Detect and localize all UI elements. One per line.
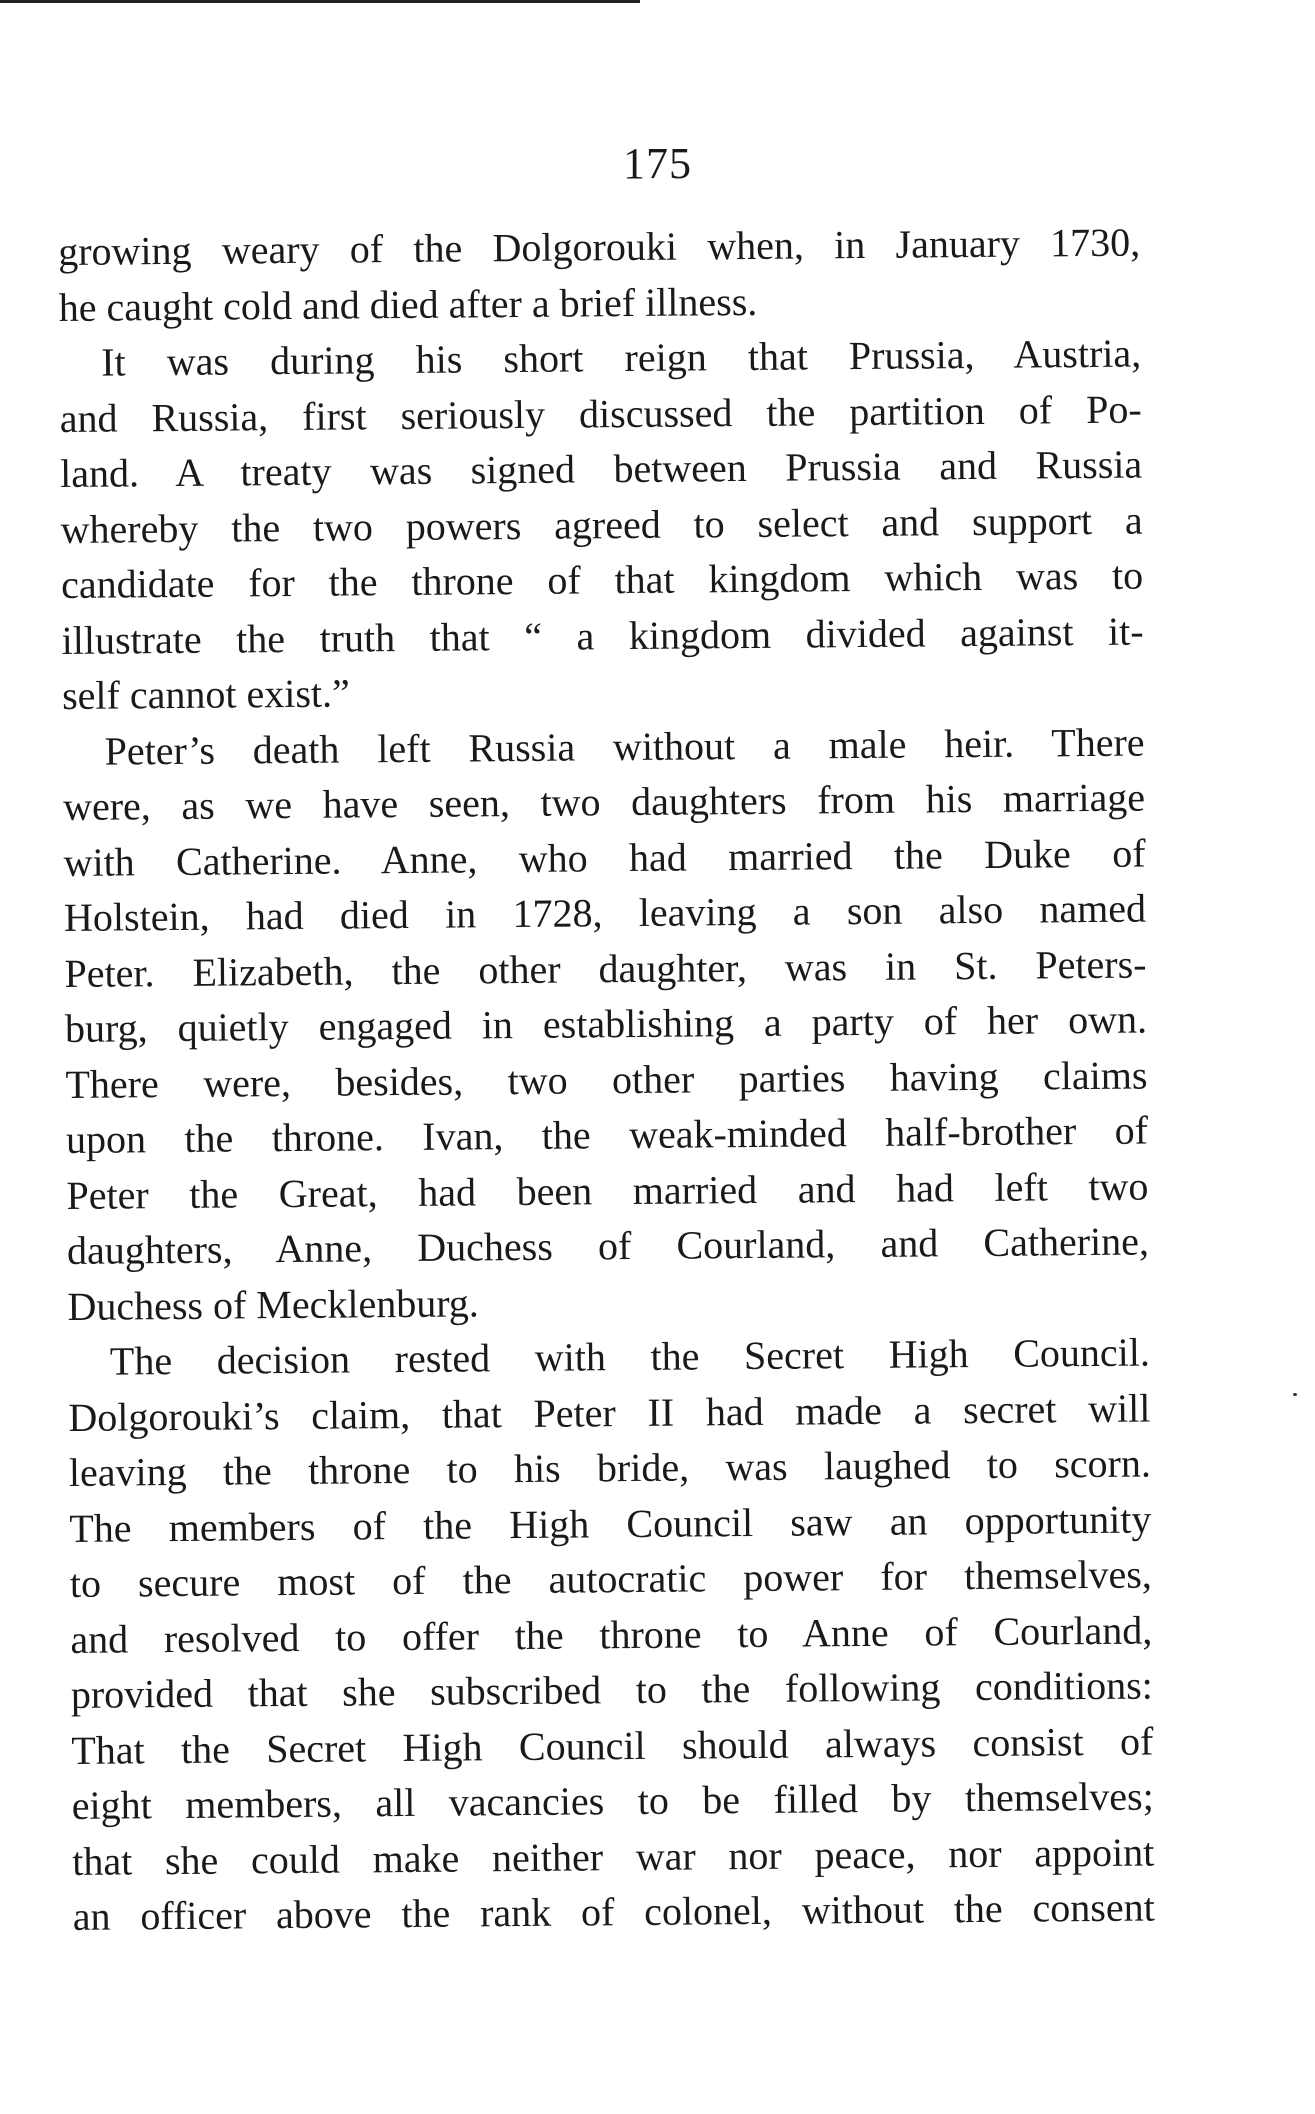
page-number: 175	[623, 139, 692, 188]
text-line: land. A treaty was signed between Prussia and Russia	[59, 441, 1143, 496]
text-line: Duchess of Mecklenburg.	[67, 1279, 480, 1329]
paragraph-2	[59, 326, 1144, 724]
text-line: Holstein, had died in 1728, leaving a son also named	[63, 885, 1147, 940]
text-line: an officer above the rank of colonel, without the consent	[72, 1884, 1155, 1939]
text-line: burg, quietly engaged in establishing a party of her own.	[64, 996, 1148, 1051]
paragraph-1	[58, 215, 1141, 335]
text-line: eight members, all vacancies to be filled by themselves;	[71, 1773, 1154, 1828]
text-line: There were, besides, two other parties having claims	[65, 1052, 1148, 1107]
text-line: candidate for the throne of that kingdom which was to	[60, 552, 1144, 607]
text-line: he caught cold and died after a brief illness.	[58, 278, 758, 330]
text-line: provided that she subscribed to the following conditions:	[70, 1662, 1153, 1717]
text-line: and Russia, first seriously discussed the partition of Po-	[59, 386, 1142, 441]
text-line: Peter the Great, had been married and had left two	[66, 1163, 1149, 1218]
text-line: Peter’s death left Russia without a male heir. There	[104, 719, 1145, 774]
text-line: The decision rested with the Secret High Council.	[109, 1329, 1151, 1384]
paragraph-4	[68, 1325, 1155, 1945]
text-line: illustrate the truth that “ a kingdom divided against it-	[61, 608, 1144, 663]
text-line: whereby the two powers agreed to select and support a	[60, 497, 1143, 552]
text-line: self cannot exist.”	[61, 670, 350, 718]
text-line: It was during his short reign that Prussia, Austria,	[101, 330, 1142, 385]
paragraph-3	[62, 714, 1149, 1334]
top-edge-rule	[0, 0, 640, 3]
text-line: that she could make neither war nor peace, nor appoint	[72, 1828, 1155, 1884]
text-line: leaving the throne to his bride, was laughed to scorn.	[68, 1440, 1152, 1495]
text-line: Dolgorouki’s claim, that Peter II had made a secret will	[68, 1385, 1151, 1440]
text-line: and resolved to offer the throne to Anne of Courland,	[70, 1607, 1153, 1662]
text-line: growing weary of the Dolgorouki when, in January 1730,	[58, 219, 1141, 274]
text-line: Peter. Elizabeth, the other daughter, was in St. Peters-	[64, 941, 1147, 996]
text-line: were, as we have seen, two daughters from his marriage	[62, 774, 1146, 829]
text-line: daughters, Anne, Duchess of Courland, and Catherine,	[66, 1218, 1150, 1273]
text-line: to secure most of the autocratic power for themselves,	[69, 1551, 1153, 1606]
text-line: upon the throne. Ivan, the weak-minded half-brother of	[65, 1107, 1149, 1162]
text-line: The members of the High Council saw an opportunity	[69, 1496, 1152, 1551]
text-line: with Catherine. Anne, who had married the Duke of	[63, 830, 1146, 885]
paper-speck	[1293, 1393, 1297, 1396]
text-line: That the Secret High Council should always consist of	[71, 1718, 1154, 1773]
body-text	[58, 215, 1155, 1945]
